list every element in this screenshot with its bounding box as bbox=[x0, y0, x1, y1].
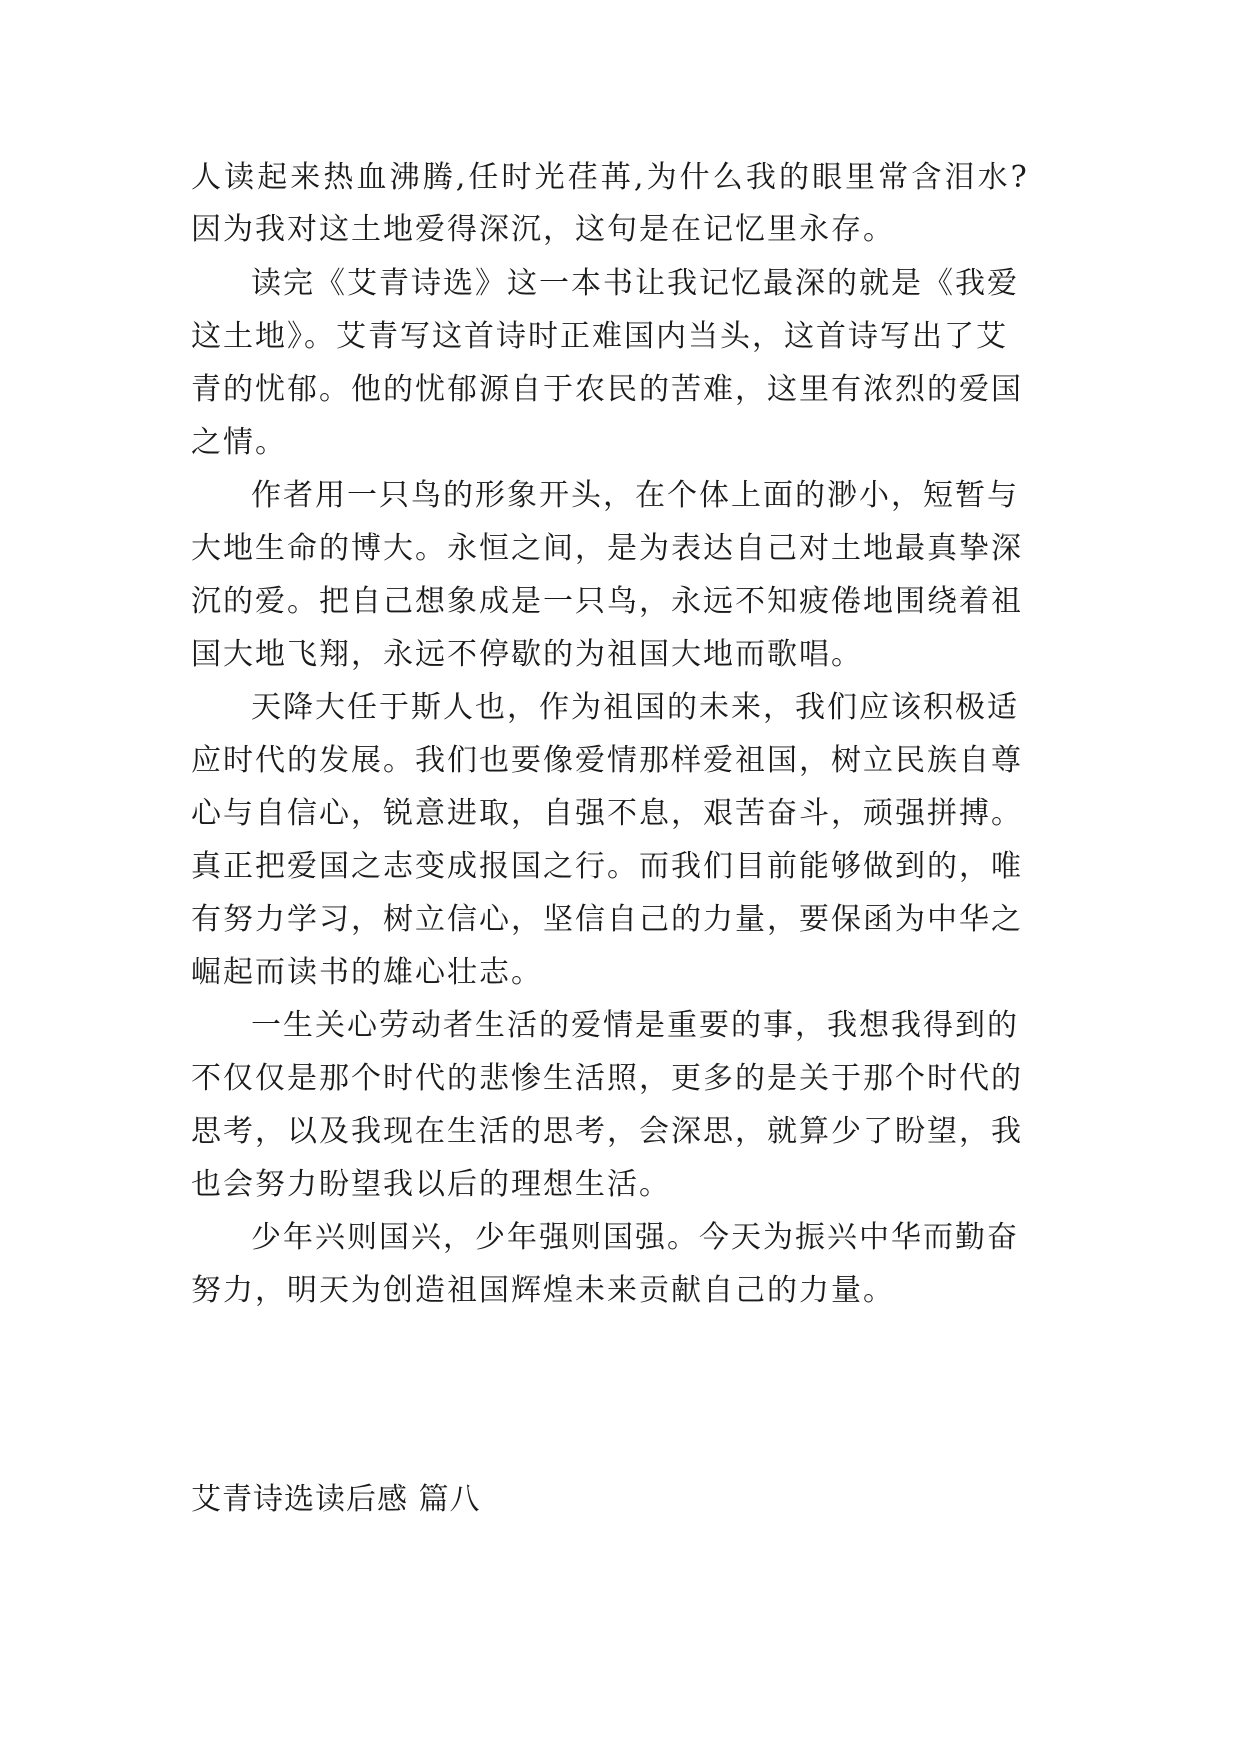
text-line: 大地生命的博大。永恒之间，是为表达自己对土地最真挚深 bbox=[191, 531, 1023, 566]
text-line: 不仅仅是那个时代的悲惨生活照，更多的是关于那个时代的 bbox=[191, 1061, 1023, 1096]
paragraph-first-line: 读完《艾青诗选》这一本书让我记忆最深的就是《我爱 bbox=[251, 266, 1019, 301]
paragraph-first-line: 少年兴则国兴，少年强则国强。今天为振兴中华而勤奋 bbox=[251, 1220, 1019, 1255]
text-line: 也会努力盼望我以后的理想生活。 bbox=[191, 1167, 671, 1202]
text-line: 心与自信心，锐意进取，自强不息，艰苦奋斗，顽强拼搏。 bbox=[191, 796, 1023, 831]
paragraph-first-line: 天降大任于斯人也，作为祖国的未来，我们应该积极适 bbox=[251, 690, 1019, 725]
text-line: 因为我对这土地爱得深沉，这句是在记忆里永存。 bbox=[191, 212, 895, 247]
text-line: 之情。 bbox=[191, 425, 287, 460]
text-line: 努力，明天为创造祖国辉煌未来贡献自己的力量。 bbox=[191, 1273, 895, 1308]
text-line: 思考，以及我现在生活的思考，会深思，就算少了盼望，我 bbox=[191, 1114, 1023, 1149]
text-line: 应时代的发展。我们也要像爱情那样爱祖国，树立民族自尊 bbox=[191, 743, 1023, 778]
text-line: 沉的爱。把自己想象成是一只鸟，永远不知疲倦地围绕着祖 bbox=[191, 584, 1023, 619]
text-line: 青的忧郁。他的忧郁源自于农民的苦难，这里有浓烈的爱国 bbox=[191, 372, 1023, 407]
section-heading: 艾青诗选读后感 篇八 bbox=[191, 1482, 481, 1517]
text-line: 人读起来热血沸腾,任时光荏苒,为什么我的眼里常含泪水? bbox=[191, 160, 1030, 195]
text-line: 有努力学习，树立信心，坚信自己的力量，要保函为中华之 bbox=[191, 902, 1023, 937]
text-line: 崛起而读书的雄心壮志。 bbox=[191, 955, 543, 990]
text-line: 国大地飞翔，永远不停歇的为祖国大地而歌唱。 bbox=[191, 637, 863, 672]
paragraph-first-line: 作者用一只鸟的形象开头，在个体上面的渺小，短暂与 bbox=[251, 478, 1019, 513]
text-line: 这土地》。艾青写这首诗时正难国内当头，这首诗写出了艾 bbox=[191, 319, 1008, 354]
text-line: 真正把爱国之志变成报国之行。而我们目前能够做到的，唯 bbox=[191, 849, 1023, 884]
paragraph-first-line: 一生关心劳动者生活的爱情是重要的事，我想我得到的 bbox=[251, 1008, 1019, 1043]
